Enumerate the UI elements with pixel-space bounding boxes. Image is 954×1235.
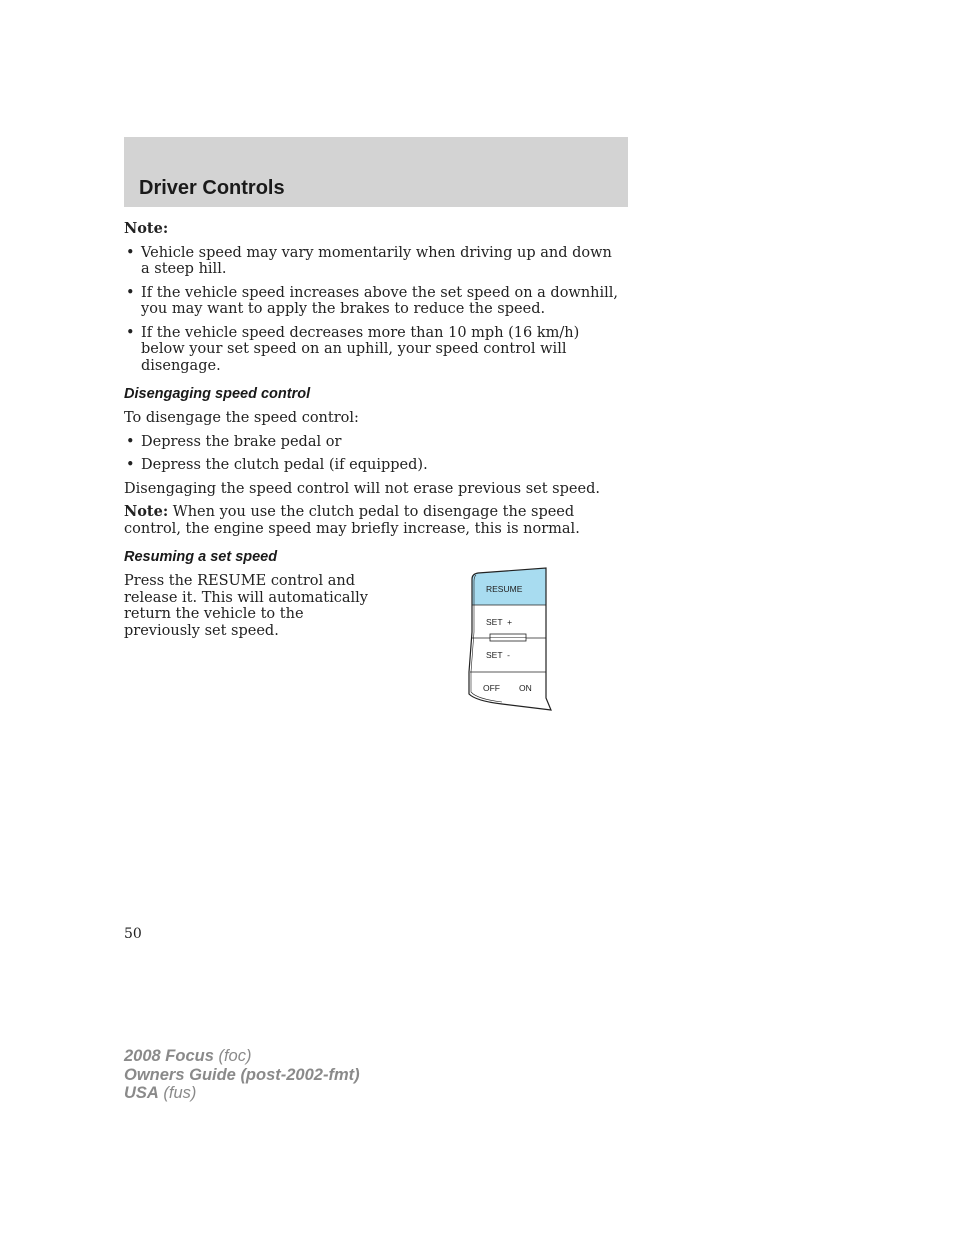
footer-model: 2008 Focus — [124, 1047, 214, 1065]
resume-label: RESUME — [486, 584, 523, 594]
disengaging-note — [124, 504, 624, 537]
bullet-icon: • — [126, 433, 135, 450]
footer-market-code: (fus) — [158, 1084, 197, 1102]
off-label: OFF — [483, 683, 500, 693]
note-label: Note: — [124, 220, 169, 237]
disengaging-statement: Disengaging the speed control will not erase previous set speed. — [124, 480, 600, 497]
footer-line-2 — [124, 1066, 360, 1085]
note-bullet-text: If the vehicle speed increases above the set speed on a downhill, you may want to apply the brakes to reduce the speed. — [141, 284, 619, 317]
on-label: ON — [519, 683, 532, 693]
bullet-icon: • — [126, 284, 135, 301]
footer-market: USA — [124, 1084, 159, 1102]
note-bullet-text: If the vehicle speed decreases more than 10 mph (16 km/h) below your set speed on an uphill, your speed control will disengage. — [141, 324, 580, 374]
footer-model-code: (foc) — [213, 1047, 252, 1065]
resuming-heading: Resuming a set speed — [124, 549, 278, 565]
section-title: Driver Controls — [139, 177, 285, 199]
disengaging-note-text: When you use the clutch pedal to disengage the speed control, the engine speed may briefly increase, this is normal. — [124, 504, 580, 537]
document-footer — [124, 1047, 360, 1103]
note-bullet-list — [124, 245, 624, 375]
list-item — [124, 325, 624, 375]
page-number: 50 — [124, 926, 142, 942]
set-minus-label: SET - — [486, 650, 510, 660]
disengaging-heading: Disengaging speed control — [124, 386, 311, 402]
section-header-band — [124, 137, 628, 207]
footer-line-1 — [124, 1047, 360, 1066]
list-item — [124, 457, 624, 474]
list-item — [124, 434, 624, 451]
disengaging-bullet-text: Depress the clutch pedal (if equipped). — [141, 457, 428, 473]
disengaging-intro: To disengage the speed control: — [124, 410, 359, 426]
speed-control-switch-illustration — [462, 562, 558, 716]
list-item — [124, 245, 624, 278]
footer-line-3 — [124, 1084, 360, 1103]
resuming-text: Press the RESUME control and release it. This will automatically return the vehicle to the previously set speed. — [124, 573, 368, 639]
footer-guide: Owners Guide (post-2002-fmt) — [124, 1065, 360, 1084]
list-item — [124, 285, 624, 318]
disengaging-note-label: Note: — [124, 503, 169, 520]
note-bullet-text: Vehicle speed may vary momentarily when driving up and down a steep hill. — [141, 244, 612, 277]
disengaging-bullet-list — [124, 434, 624, 474]
bullet-icon: • — [126, 324, 135, 341]
disengaging-bullet-text: Depress the brake pedal or — [141, 433, 342, 450]
set-plus-label: SET + — [486, 617, 513, 627]
bullet-icon: • — [126, 457, 135, 473]
bullet-icon: • — [126, 244, 135, 261]
